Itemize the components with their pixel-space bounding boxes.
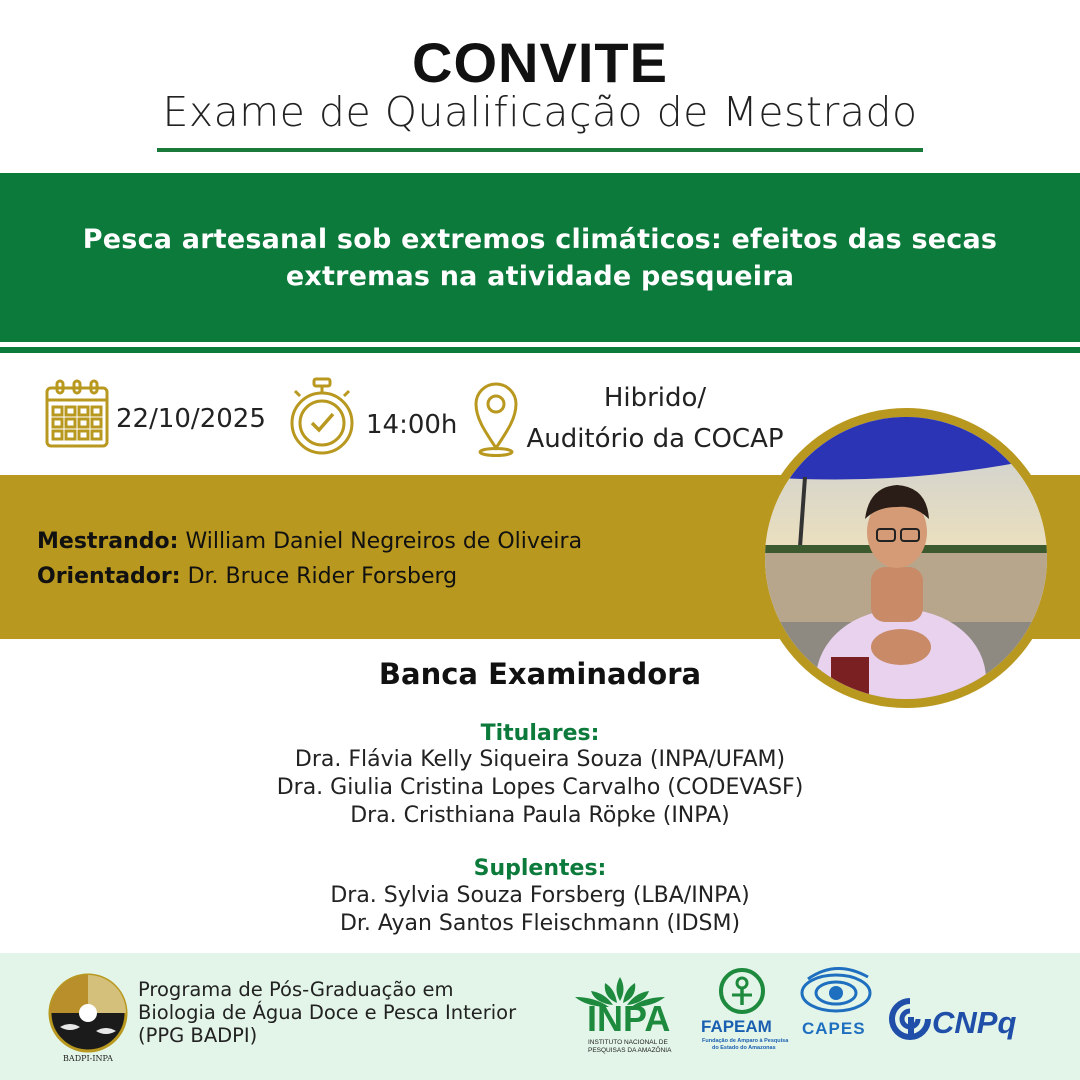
titular-member: Dra. Giulia Cristina Lopes Carvalho (CODEVASF) [276, 775, 804, 800]
event-location-mode: Hibrido/ [603, 383, 707, 413]
advisor-name: Dr. Bruce Rider Forsberg [187, 564, 458, 589]
event-location [520, 378, 790, 460]
event-date: 22/10/2025 [116, 404, 266, 434]
capes-logo-text: CAPES [802, 1019, 866, 1038]
page-subtitle: Exame de Qualificação de Mestrado [162, 88, 918, 136]
page-title: CONVITE [412, 31, 668, 94]
program-line-3: (PPG BADPI) [138, 1024, 258, 1047]
stopwatch-icon [288, 376, 356, 460]
fapeam-logo-icon [710, 967, 774, 1019]
student-line [37, 529, 582, 554]
thesis-title-line-1: Pesca artesanal sob extremos climáticos: efeitos das secas [82, 223, 998, 255]
inpa-subtitle-1: INSTITUTO NACIONAL DE [588, 1039, 668, 1046]
titulares-heading: Titulares: [480, 721, 600, 746]
thesis-title-line-2: extremas na atividade pesqueira [285, 260, 795, 292]
badpi-seal-icon [46, 971, 130, 1067]
thesis-title [40, 221, 1040, 295]
student-name: William Daniel Negreiros de Oliveira [185, 529, 583, 554]
cnpq-logo-text: CNPq [932, 1005, 1017, 1040]
band-divider [0, 347, 1080, 353]
fapeam-subtitle-1: Fundação de Amparo à Pesquisa [702, 1038, 789, 1044]
inpa-subtitle-2: PESQUISAS DA AMAZÔNIA [588, 1047, 672, 1054]
student-label: Mestrando: [37, 529, 179, 554]
badpi-label: BADPI-INPA [63, 1054, 113, 1063]
program-line-1: Programa de Pós-Graduação em [138, 978, 454, 1001]
calendar-icon [44, 378, 110, 454]
committee-title: Banca Examinadora [378, 657, 702, 691]
suplente-member: Dra. Sylvia Souza Forsberg (LBA/INPA) [330, 883, 750, 908]
suplentes-heading: Suplentes: [473, 856, 607, 881]
event-time: 14:00h [366, 410, 458, 440]
inpa-logo-text: INPA [587, 998, 671, 1039]
advisor-line [37, 564, 457, 589]
fapeam-logo-text: FAPEAM [701, 1017, 772, 1036]
title-divider [157, 148, 923, 152]
titular-member: Dra. Cristhiana Paula Röpke (INPA) [350, 803, 730, 828]
suplente-member: Dr. Ayan Santos Fleischmann (IDSM) [339, 911, 741, 936]
location-pin-icon [472, 378, 520, 462]
titular-member: Dra. Flávia Kelly Siqueira Souza (INPA/UFAM) [294, 747, 786, 772]
program-line-2: Biologia de Água Doce e Pesca Interior [138, 1001, 517, 1024]
footer [0, 953, 1080, 1080]
event-location-venue: Auditório da COCAP [526, 424, 784, 454]
thesis-title-band [0, 173, 1080, 342]
advisor-label: Orientador: [37, 564, 181, 589]
program-name [138, 978, 516, 1047]
capes-logo-icon [798, 963, 874, 1023]
cnpq-logo-icon [888, 997, 932, 1047]
fapeam-subtitle-2: do Estado do Amazonas [712, 1045, 776, 1051]
